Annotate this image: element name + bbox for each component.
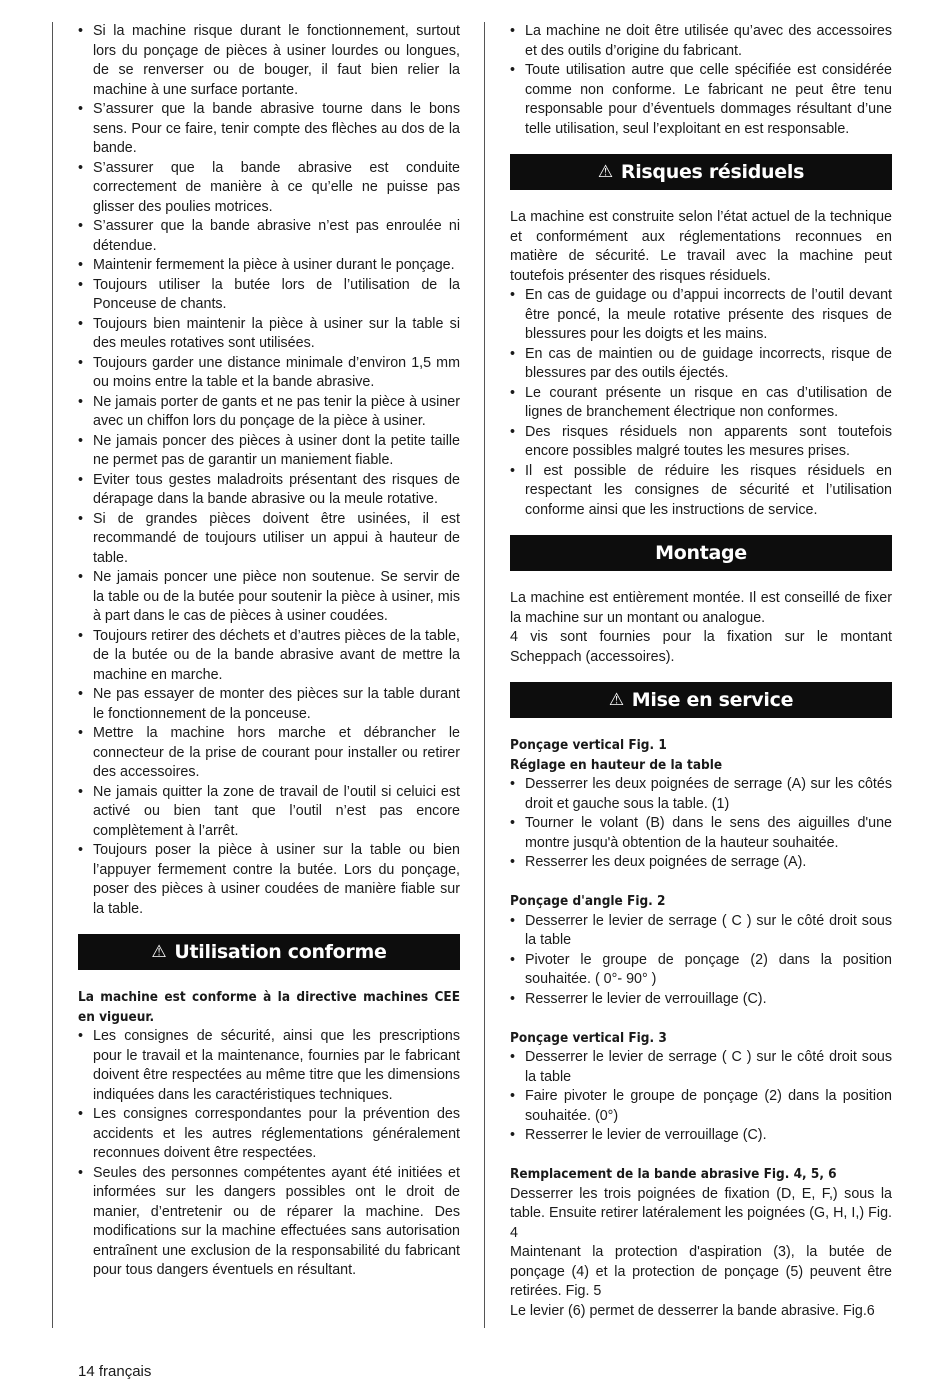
steps-list — [510, 1048, 892, 1146]
list-item: • Ne jamais quitter la zone de travail de l’outil si celuici est activé ou bien tant que l’outil n’est pas encore complètement à l’arrêt. — [78, 783, 460, 842]
accessories-list — [510, 22, 892, 139]
warning-icon: ⚠ — [597, 162, 613, 182]
list-item: • Si de grandes pièces doivent être usinées, il est recommandé de toujours utiliser un appui à hauteur de table. — [78, 510, 460, 569]
section-intro: La machine est construite selon l’état actuel de la technique et conformément aux réglementations reconnues en matière de sécurité. Le travail avec la machine peut toutefois présenter des risques résiduels. — [510, 209, 892, 284]
list-item: • Desserrer les deux poignées de serrage (A) sur les côtés droit et gauche sous la table. (1) — [510, 775, 892, 814]
subheading: Ponçage vertical Fig. 3 — [510, 1029, 667, 1046]
safety-list — [78, 22, 460, 919]
paragraph: Maintenant la protection d'aspiration (3), la butée de ponçage (4) et la protection de ponçage (5) peuvent être retirées. Fig. 5 — [510, 1244, 892, 1299]
column-divider-rule — [484, 22, 485, 1328]
warning-icon: ⚠ — [608, 690, 624, 710]
list-item: • S’assurer que la bande abrasive n’est pas enroulée ni détendue. — [78, 217, 460, 256]
utilisation-list — [78, 1027, 460, 1281]
list-item: • Desserrer le levier de serrage ( C ) sur le côté droit sous la table — [510, 912, 892, 951]
section-header-mise-en-service — [510, 682, 892, 718]
list-item: • Les consignes de sécurité, ainsi que les prescriptions pour le travail et la maintenance, fournies par le fabricant doivent être respectées au même titre que les dimensions indiquées dans les caractéristiques techniques. — [78, 1027, 460, 1105]
list-item: • Ne jamais poncer une pièce non soutenue. Se servir de la table ou de la butée pour soutenir la pièce à usiner, mis à part dans le cas de pièces à usiner coudées. — [78, 568, 460, 627]
list-item: • Resserrer le levier de verrouillage (C). — [510, 1126, 892, 1146]
list-item: • Resserrer les deux poignées de serrage (A). — [510, 853, 892, 873]
section-header-risques — [510, 154, 892, 190]
warning-icon: ⚠ — [151, 942, 167, 962]
list-item: • Toujours bien maintenir la pièce à usiner sur la table si des meules rotatives sont utilisées. — [78, 315, 460, 354]
list-item: • Toujours poser la pièce à usiner sur la table ou bien l’appuyer fermement contre la butée. Lors du ponçage, poser des pièces à usiner coudées de manière fiable sur la table. — [78, 841, 460, 919]
subheading: Ponçage d'angle Fig. 2 — [510, 893, 666, 909]
list-item: • Maintenir fermement la pièce à usiner durant le ponçage. — [78, 256, 460, 276]
list-item: • Le courant présente un risque en cas d’utilisation de lignes de branchement électrique non conformes. — [510, 384, 892, 423]
list-item: • La machine ne doit être utilisée qu’avec des accessoires et des outils d’origine du fabricant. — [510, 22, 892, 61]
left-column — [78, 22, 460, 1281]
paragraph: La machine est entièrement montée. Il est conseillé de fixer la machine sur un montant ou analogue. — [510, 590, 892, 626]
list-item: • Eviter tous gestes maladroits présentant des risques de dérapage dans la bande abrasive ou la meule rotative. — [78, 471, 460, 510]
section-title: Mise en service — [631, 689, 794, 711]
steps-list — [510, 912, 892, 1010]
risques-list — [510, 286, 892, 520]
section-intro: La machine est conforme à la directive machines CEE en vigueur. — [78, 989, 460, 1025]
list-item: • Ne pas essayer de monter des pièces sur la table durant le fonctionnement de la ponceuse. — [78, 685, 460, 724]
list-item: • Toute utilisation autre que celle spécifiée est considérée comme non conforme. Le fabricant ne peut être tenu responsable pour d’éventuels dommages résultant d’une telle utilisation, seul l’exploitant en est responsable. — [510, 61, 892, 139]
subheading: Ponçage vertical Fig. 1 — [510, 737, 667, 753]
right-column — [510, 22, 892, 1321]
left-margin-rule — [52, 22, 53, 1328]
steps-list — [510, 775, 892, 873]
list-item: • En cas de guidage ou d’appui incorrects de l’outil devant être poncé, la meule rotative présente des risques de blessures pour les doigts et les mains. — [510, 286, 892, 345]
list-item: • S’assurer que la bande abrasive tourne dans le bons sens. Pour ce faire, tenir compte des flèches au dos de la bande. — [78, 100, 460, 159]
list-item: • Tourner le volant (B) dans le sens des aiguilles d'une montre jusqu'à obtention de la hauteur souhaitée. — [510, 814, 892, 853]
list-item: • Seules des personnes compétentes ayant été initiées et informées sur les dangers possibles ont le droit de manier, d’entretenir ou de réparer la machine. Des modifications sur la machine effectuées sans autorisation entraînent une exclusion de la responsabilité du fabricant pour tous dangers éventuels en résultant. — [78, 1164, 460, 1281]
section-header-montage — [510, 535, 892, 571]
list-item: • Toujours garder une distance minimale d’environ 1,5 mm ou moins entre la table et la bande abrasive. — [78, 354, 460, 393]
paragraph: Desserrer les trois poignées de fixation (D, E, F,) sous la table. Ensuite retirer latéralement les poignées (G, H, I,) Fig. 4 — [510, 1185, 892, 1241]
list-item: • En cas de maintien ou de guidage incorrects, risque de blessures par des outils éjectés. — [510, 345, 892, 384]
paragraph: Le levier (6) permet de desserrer la bande abrasive. Fig.6 — [510, 1302, 875, 1319]
list-item: • Il est possible de réduire les risques résiduels en respectant les consignes de sécurité et l’utilisation conforme ainsi que les instructions de service. — [510, 462, 892, 521]
list-item: • Ne jamais porter de gants et ne pas tenir la pièce à usiner avec un chiffon lors du ponçage de la pièce à usiner. — [78, 393, 460, 432]
list-item: • Resserrer le levier de verrouillage (C). — [510, 990, 892, 1010]
list-item: • Faire pivoter le groupe de ponçage (2) dans la position souhaitée. (0°) — [510, 1087, 892, 1126]
list-item: • Toujours retirer des déchets et d’autres pièces de la table, de la butée ou de la bande abrasive avant de mettre la machine en marche. — [78, 627, 460, 686]
list-item: • S’assurer que la bande abrasive est conduite correctement de manière à ce qu’elle ne puisse pas glisser des poulies motrices. — [78, 159, 460, 218]
list-item: • Mettre la machine hors marche et débrancher le connecteur de la prise de courant pour installer ou retirer des accessoires. — [78, 724, 460, 783]
section-title: Utilisation conforme — [174, 941, 387, 963]
section-title: Risques résiduels — [620, 161, 805, 183]
subheading: Réglage en hauteur de la table — [510, 756, 723, 773]
list-item: • Toujours utiliser la butée lors de l’utilisation de la Ponceuse de chants. — [78, 276, 460, 315]
list-item: • Desserrer le levier de serrage ( C ) sur le côté droit sous la table — [510, 1048, 892, 1087]
list-item: • Les consignes correspondantes pour la prévention des accidents et les autres réglementations généralement reconnues doivent être respectées. — [78, 1105, 460, 1164]
section-header-utilisation — [78, 934, 460, 970]
paragraph: 4 vis sont fournies pour la fixation sur le montant Scheppach (accessoires). — [510, 629, 892, 665]
page-footer: 14 français — [78, 1363, 152, 1380]
list-item: • Ne jamais poncer des pièces à usiner dont la petite taille ne permet pas de garantir un maniement fiable. — [78, 432, 460, 471]
subheading: Remplacement de la bande abrasive Fig. 4, 5, 6 — [510, 1166, 837, 1182]
list-item: • Si la machine risque durant le fonctionnement, surtout lors du ponçage de pièces à usiner lourdes ou longues, de se renverser ou de bouger, il faut bien relier la machine à une surface portante. — [78, 22, 460, 100]
section-title: Montage — [655, 542, 747, 564]
list-item: • Pivoter le groupe de ponçage (2) dans la position souhaitée. ( 0°- 90° ) — [510, 951, 892, 990]
list-item: • Des risques résiduels non apparents sont toutefois encore possibles malgré toutes les mesures prises. — [510, 423, 892, 462]
